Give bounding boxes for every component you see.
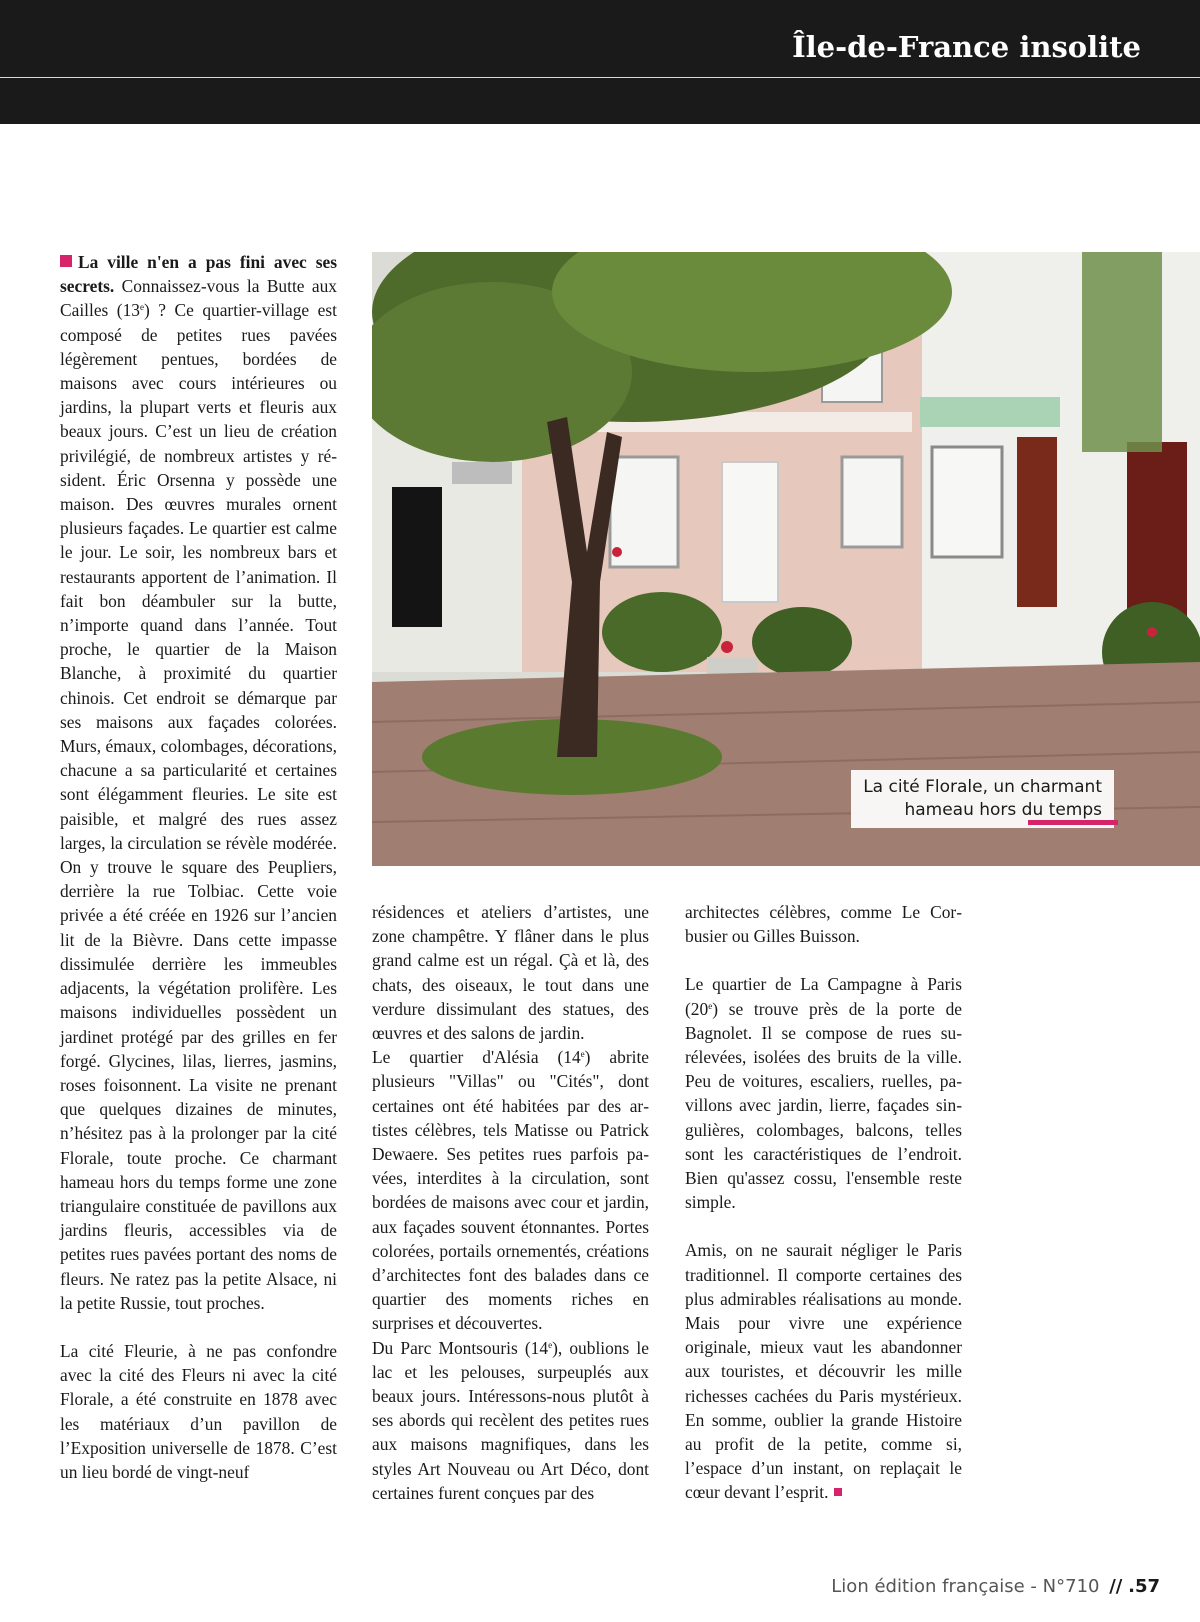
page-footer <box>831 1576 1160 1597</box>
paragraph <box>372 1336 649 1505</box>
text-run: Le quartier de La Campagne à Paris (20 <box>685 974 962 1019</box>
caption-accent-bar <box>1028 820 1118 825</box>
article-column-1 <box>60 250 337 1484</box>
text-run: ) se trouve près de la porte de Bagnolet. Il se compose de rues surélevées, isolées des bruits de la ville. Peu de voitures, escaliers, ruelles, pavillons avec jardin, lierre, façades singulières, colombages, balcons, telles sont les caractéristiques de l’endroit. Bien qu'assez cossu, l'ensemble reste simple. <box>685 998 962 1213</box>
article-column-3 <box>685 900 962 1505</box>
text-run: ), oublions le lac et les pelouses, surpeuplés aux beaux jours. Intéressons-nous plutôt à ses abords qui recèlent des petites rues aux maisons magnifiques, dans les styles Art Nouveau ou Art Déco, dont certaines furent conçues par des <box>372 1337 649 1503</box>
paragraph: architectes célèbres, comme Le Corbusier ou Gilles Buisson. <box>685 902 962 947</box>
paragraph <box>60 250 337 1315</box>
superscript: e <box>580 1049 585 1060</box>
text-run: Connaissez-vous la Butte aux Cailles (13 <box>60 276 337 321</box>
paragraph <box>685 972 962 1214</box>
article-column-2 <box>372 900 649 1505</box>
lead-square-marker <box>60 255 72 267</box>
publication-name: Lion édition française - N°710 <box>831 1576 1100 1597</box>
text-run: Le quartier d'Alésia (14 <box>372 1047 581 1068</box>
header-band <box>0 0 1200 124</box>
superscript: e <box>708 1000 713 1011</box>
caption-line: La cité Florale, un charmant <box>863 777 1102 797</box>
text-run: Du Parc Montsouris (14 <box>372 1337 549 1358</box>
footer-separator: // <box>1109 1576 1123 1597</box>
text-run: Amis, on ne saurait négliger le Paris traditionnel. Il comporte certaines des plus admirables réalisations au monde. Mais pour vivre une expérience originale, mieux vaut les abandonner aux touristes, et découvrir les mille richesses cachées du Paris mystérieux. En somme, oublier la grande Histoire au profit de la petite, comme si, l’espace d’un instant, on replaçait le cœur devant l’esprit. <box>685 1240 962 1503</box>
header-rule <box>0 77 1200 78</box>
paragraph <box>372 1045 649 1335</box>
superscript: e <box>139 302 144 313</box>
paragraph: résidences et ateliers d’artistes, une zone champêtre. Y flâner dans le plus grand calme est un régal. Çà et là, des chats, des oiseaux, le tout dans une verdure dissimulant des statues, des œuvres et des salons de jardin. <box>372 902 649 1044</box>
lead-text: La ville n'en a pas fini avec ses secrets. <box>60 252 337 297</box>
text-run: ) ? Ce quartier-village est composé de petites rues pavées légèrement pentues, bordées de maisons avec cours intérieures ou jardins, la plupart verts et fleuris aux beaux jours. C’est un lieu de création privilégié, de nombreux artistes y résident. Éric Orsenna y possède une maison. Des œuvres murales ornent plusieurs façades. Le quartier est calme le jour. Le soir, les nombreux bars et restaurants apportent de l’animation. Il fait bon déambuler sur la butte, n’importe quand dans l’année. Tout proche, le quartier de la Maison Blanche, à proximité du quartier chinois. Cet endroit se démarque par ses maisons aux façades colorées. Murs, émaux, colombages, décorations, chacune a sa particularité et certaines sont élégamment fleuries. Le site est paisible, et malgré des rues assez larges, la circulation se révèle modérée. On y trouve le square des Peupliers, derrière la rue Tolbiac. Cette voie privée a été créée en 1926 sur l’ancien lit de la Bièvre. Dans cette impasse dissimulée derrière les immeubles adjacents, la végétation prolifère. Les maisons individuelles possèdent un jardinet protégé par des grilles en fer forgé. Glycines, lilas, lierres, jasmins, roses foisonnent. La visite ne prenant que quelques dizaines de minutes, n’hésitez pas à la prolonger par la cité Florale, toute proche. Ce charmant hameau hors du temps forme une zone triangulaire constituée de pavillons aux jardins fleuris, accessibles via de petites rues pavées portant des noms de fleurs. Ne ratez pas la petite Alsace, ni la petite Russie, tout proches. <box>60 300 337 1313</box>
superscript: e <box>548 1339 553 1350</box>
page-number: .57 <box>1128 1576 1160 1597</box>
caption-line: hameau hors du temps <box>904 800 1102 820</box>
paragraph <box>685 1238 962 1504</box>
text-run: ) abrite plusieurs "Villas" ou "Cités", dont certaines ont été habitées par des artistes célèbres, tels Matisse ou Patrick Dewaere. Ses petites rues parfois pavées, interdites à la circulation, sont bordées de maisons avec cour et jardin, aux façades souvent étonnantes. Portes colorées, portails ornementés, créations d’architectes font des balades dans ce quartier des moments riches en surprises et découvertes. <box>372 1047 649 1334</box>
section-title: Île-de-France insolite <box>792 30 1141 64</box>
end-square-marker <box>834 1488 842 1496</box>
paragraph: La cité Fleurie, à ne pas confondre avec la cité des Fleurs ni avec la cité Florale, a été construite en 1878 avec les matériaux d’un pavillon de l’Exposition universelle de 1878. C’est un lieu bordé de vingt-neuf <box>60 1340 337 1482</box>
